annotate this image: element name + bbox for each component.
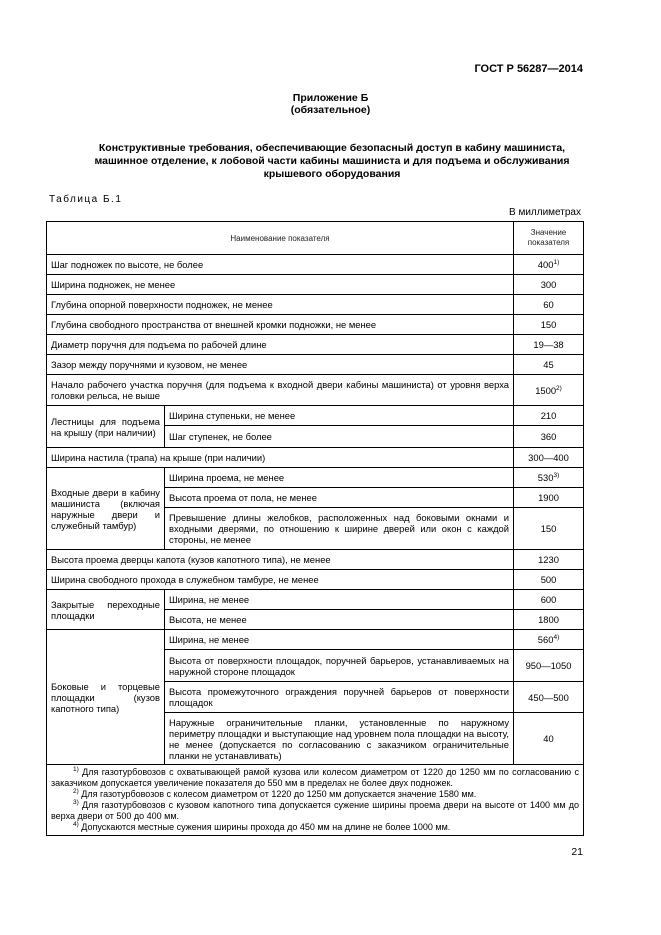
footnote-mark: 1) [73, 766, 79, 773]
row-name: Ширина, не менее [165, 630, 514, 650]
footnote-ref: 4) [553, 634, 560, 641]
main-title-line-3: крышевого оборудования [263, 168, 401, 180]
table-row [47, 406, 584, 426]
row-name: Ширина проема, не менее [165, 468, 514, 488]
row-name: Высота от поверхности площадок, поручней барьеров, устанавливаемых на наружной стороне площадок [165, 650, 514, 682]
row-name: Ширина ступеньки, не менее [165, 406, 514, 426]
main-title [52, 142, 612, 181]
footnote-text: Для газотурбовозов с охватывающей рамой кузова или колесом диаметром от 1220 до 1250 мм по согласованию с заказчиком допускается увеличение показателя до 550 мм в пределах не более двух подножек. [51, 767, 580, 788]
footnote-mark: 3) [73, 799, 79, 806]
table-header-row [47, 222, 584, 255]
row-value: 150 [514, 508, 584, 550]
row-value: 60 [514, 295, 584, 315]
main-title-line-2: машинное отделение, к лобовой части кабины машиниста и для подъема и обслуживания [94, 155, 570, 167]
row-name: Высота промежуточного ограждения поручней барьеров от поверхности площадок [165, 682, 514, 713]
row-name: Шаг ступенек, не более [165, 426, 514, 448]
units-label: В миллиметрах [509, 207, 581, 218]
row-name: Превышение длины желобков, расположенных над боковыми окнами и входными дверями, по отношению к ширине дверей или окон с каждой стороны, не менее [165, 508, 514, 550]
row-name: Высота, не менее [165, 610, 514, 630]
row-value: 360 [514, 426, 584, 448]
footnote-1 [51, 767, 579, 789]
row-value: 1230 [514, 550, 584, 570]
row-value: 19—38 [514, 335, 584, 355]
table-row [47, 315, 584, 335]
footnote-3 [51, 800, 579, 822]
group-name: Боковые и торцевые площадки (кузов капотного типа) [47, 630, 165, 765]
table-row [47, 550, 584, 570]
document-code: ГОСТ Р 56287—2014 [474, 63, 583, 75]
row-value [514, 375, 584, 406]
row-value: 150 [514, 315, 584, 335]
row-name: Глубина опорной поверхности подножек, не менее [47, 295, 514, 315]
row-value [514, 468, 584, 488]
row-name: Глубина свободного пространства от внешней кромки подножки, не менее [47, 315, 514, 335]
table-row [47, 375, 584, 406]
table-row [47, 335, 584, 355]
row-value: 45 [514, 355, 584, 375]
footnotes-cell [47, 765, 584, 836]
requirements-table [46, 221, 584, 836]
header-value-cell: Значение показателя [514, 222, 584, 255]
row-value [514, 630, 584, 650]
value-text: 1500 [535, 384, 557, 396]
row-value: 300 [514, 275, 584, 295]
annex-heading [0, 92, 661, 116]
table-row [47, 468, 584, 488]
footnote-mark: 2) [73, 788, 79, 795]
table-row [47, 590, 584, 610]
row-name: Ширина подножек, не менее [47, 275, 514, 295]
row-value [514, 255, 584, 275]
footnote-ref: 2) [556, 384, 562, 392]
row-name: Шаг подножек по высоте, не более [47, 255, 514, 275]
table-row [47, 448, 584, 468]
footnote-mark: 4) [73, 821, 79, 828]
value-text: 530 [537, 472, 554, 483]
row-name: Начало рабочего участка поручня (для подъема к входной двери кабины машиниста) от уровня верха головки рельса, не выше [47, 375, 514, 406]
table-row [47, 355, 584, 375]
row-value: 1800 [514, 610, 584, 630]
footnote-4 [51, 822, 579, 833]
footnote-text: Для газотурбовозов с колесом диаметром от 1220 до 1250 мм допускается значение 1580 мм. [78, 789, 477, 799]
row-value: 950—1050 [514, 650, 584, 682]
row-value: 300—400 [514, 448, 584, 468]
table-row [47, 255, 584, 275]
row-name: Зазор между поручнями и кузовом, не менее [47, 355, 514, 375]
table-row [47, 630, 584, 650]
footnote-2 [51, 789, 579, 800]
table-label: Таблица Б.1 [49, 194, 123, 205]
footnote-text: Допускаются местные сужения ширины прохода до 450 мм на длине не более 1000 мм. [78, 822, 451, 832]
row-value: 210 [514, 406, 584, 426]
value-text: 400 [537, 259, 554, 270]
main-title-line-1: Конструктивные требования, обеспечивающие безопасный доступ в кабину машиниста, [98, 142, 566, 154]
row-value: 600 [514, 590, 584, 610]
group-name: Закрытые переходные площадки [47, 590, 165, 630]
header-name-cell: Наименование показателя [47, 222, 514, 255]
footnote-text: Для газотурбовозов с кузовом капотного типа допускается сужение ширины проема двери на высоте от 1400 мм до верха двери от 500 до 400 мм. [51, 800, 580, 821]
row-value: 40 [514, 713, 584, 765]
row-value: 500 [514, 570, 584, 590]
row-name: Высота проема от пола, не менее [165, 488, 514, 508]
row-value: 450—500 [514, 682, 584, 713]
row-value: 1900 [514, 488, 584, 508]
group-name: Лестницы для подъема на крышу (при наличии) [47, 406, 165, 448]
footnote-ref: 1) [553, 259, 560, 266]
footnote-ref: 3) [553, 472, 560, 479]
row-name: Наружные ограничительные планки, установленные по наружному периметру площадки и выступающие над уровнем пола площадки на высоту, не менее (допускается по согласованию с заказчиком ограничительные планки не устанавливать) [165, 713, 514, 765]
table-row [47, 275, 584, 295]
table-row [47, 570, 584, 590]
row-name: Высота проема дверцы капота (кузов капотного типа), не менее [47, 550, 514, 570]
table-row [47, 295, 584, 315]
annex-subtitle: (обязательное) [290, 104, 371, 116]
page-number: 21 [571, 846, 583, 858]
value-text: 560 [537, 634, 554, 645]
row-name: Ширина настила (трапа) на крыше (при наличии) [47, 448, 514, 468]
group-name: Входные двери в кабину машиниста (включая наружные двери и служебный тамбур) [47, 468, 165, 550]
row-name: Ширина, не менее [165, 590, 514, 610]
row-name: Диаметр поручня для подъема по рабочей длине [47, 335, 514, 355]
annex-title: Приложение Б [292, 92, 369, 104]
footnotes-row [47, 765, 584, 836]
row-name: Ширина свободного прохода в служебном тамбуре, не менее [47, 570, 514, 590]
